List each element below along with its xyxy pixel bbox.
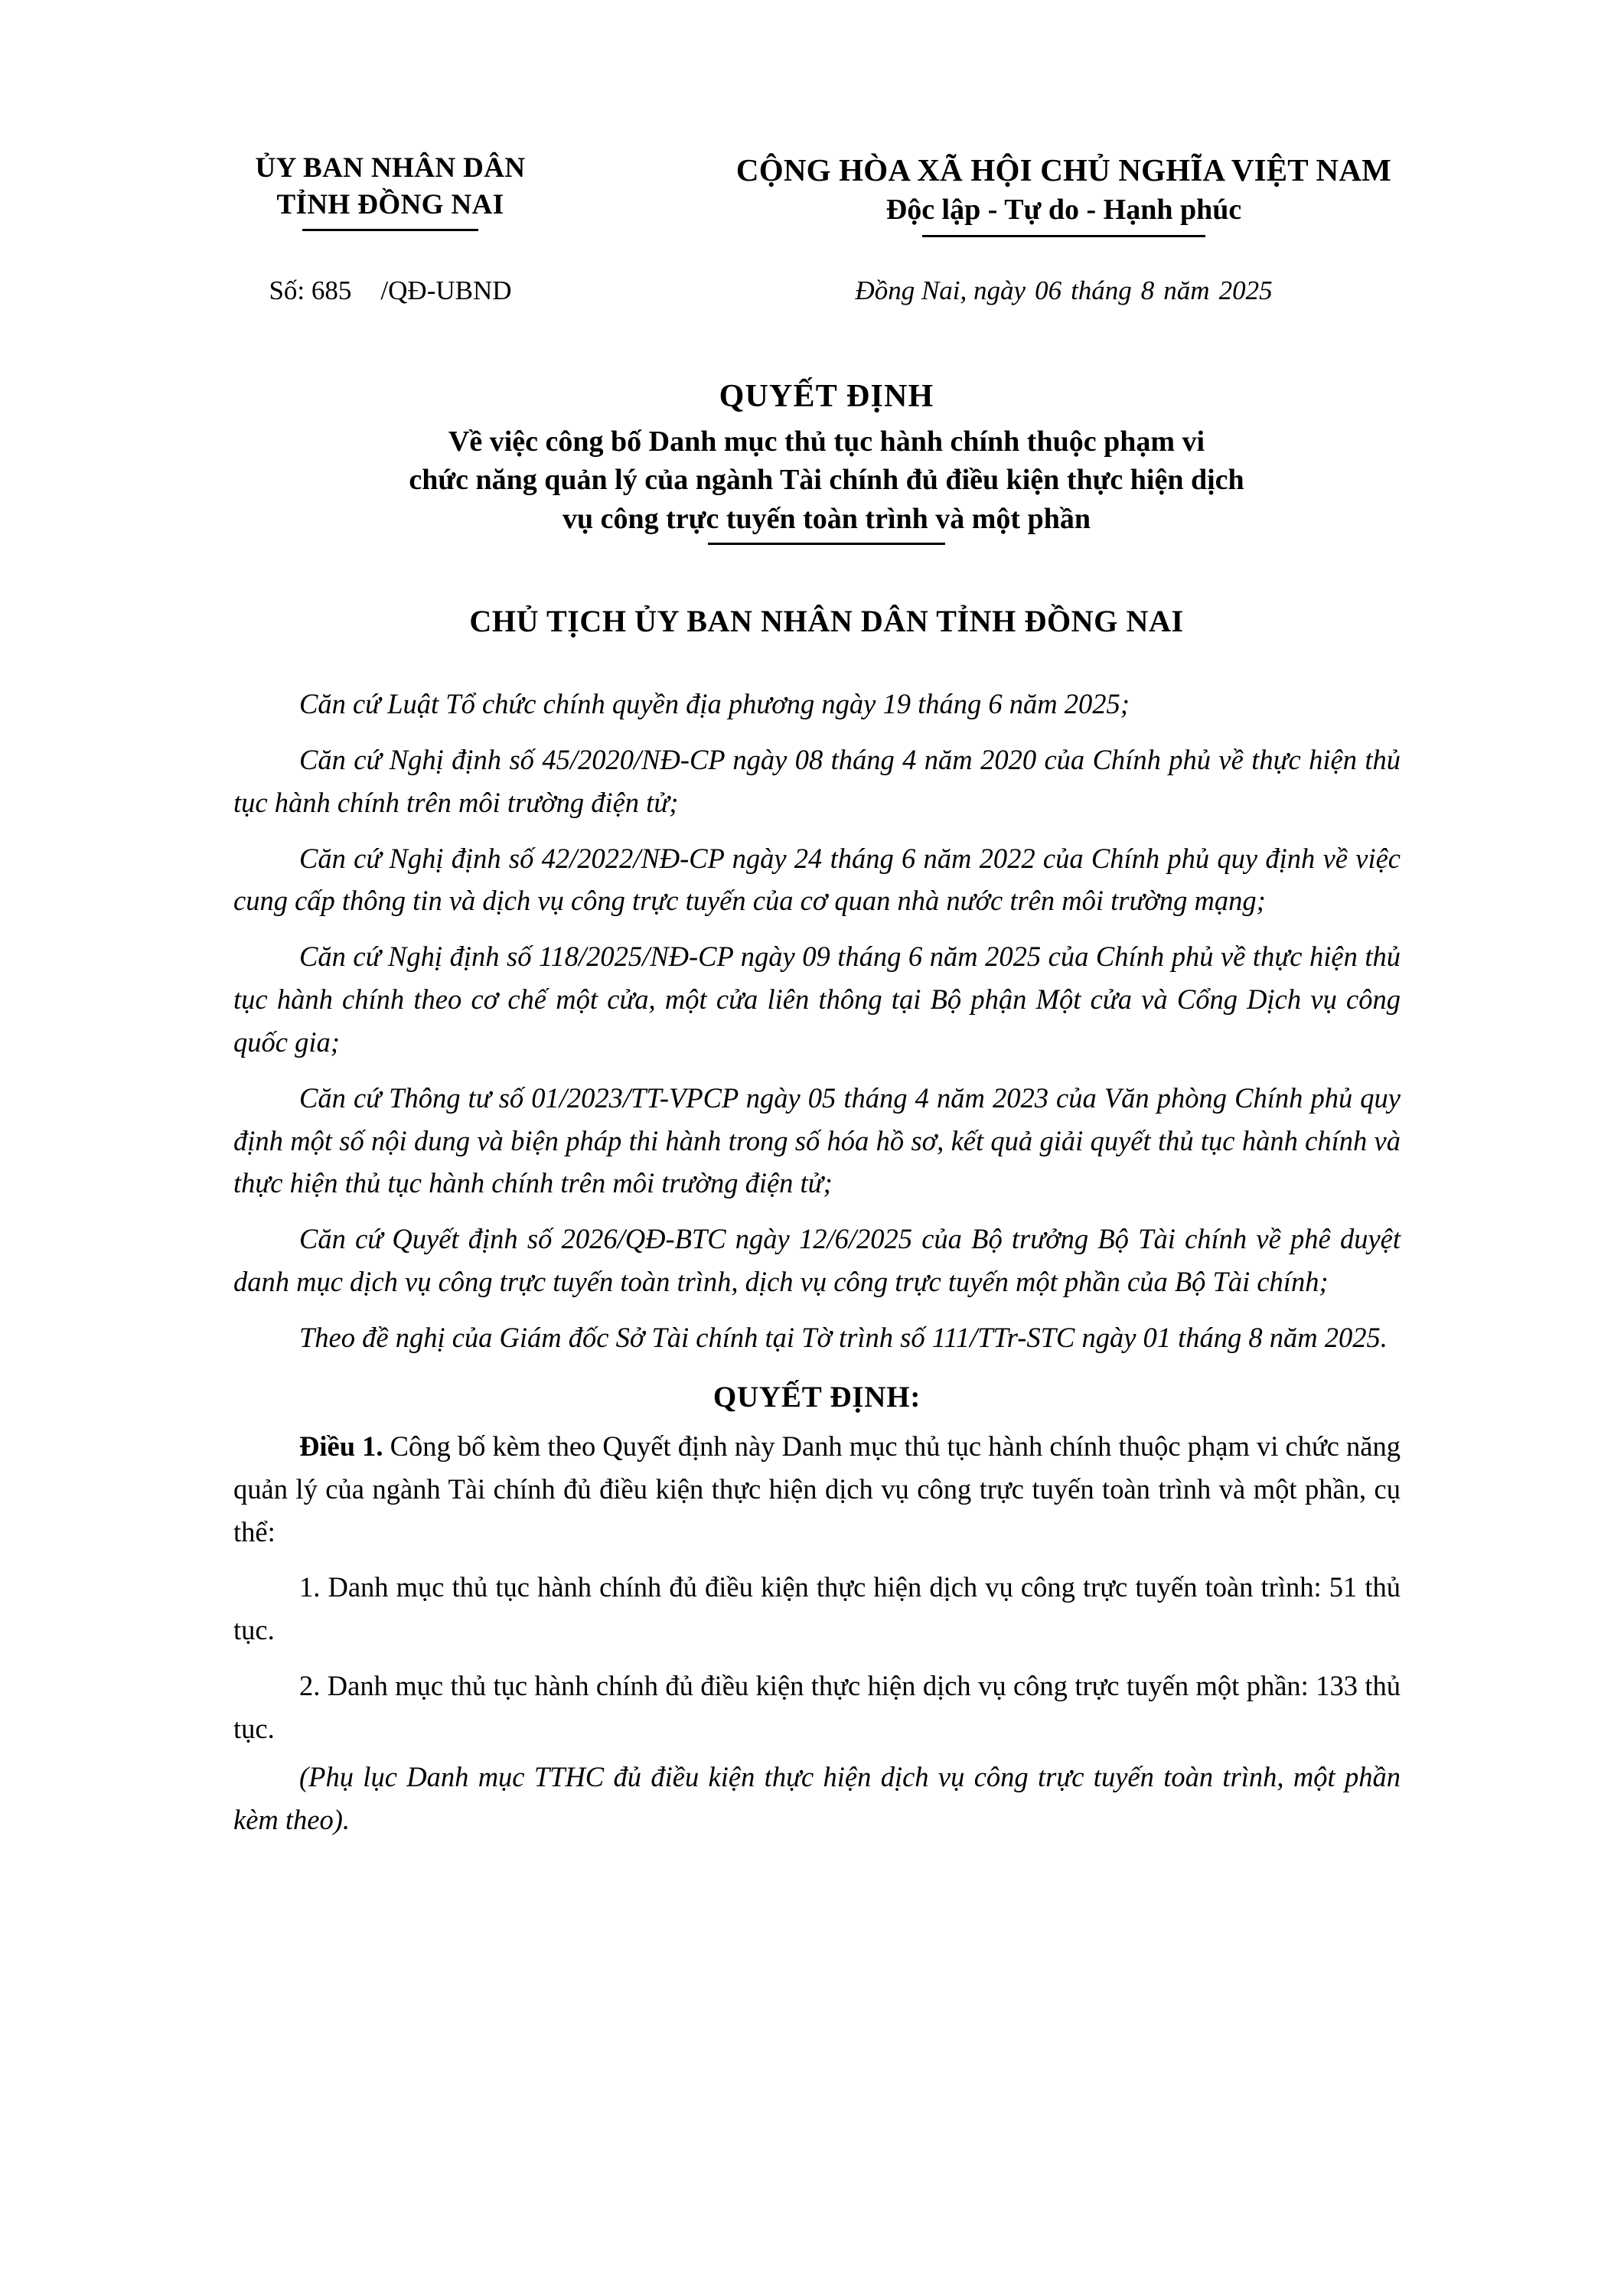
- year-label: năm: [1163, 276, 1210, 305]
- article-1-label: Điều 1.: [299, 1430, 383, 1462]
- issuing-authority-block: [153, 150, 628, 231]
- document-body: [233, 683, 1401, 1841]
- month-label: tháng: [1071, 276, 1132, 305]
- article-1-item-2: 2. Danh mục thủ tục hành chính đủ điều kiện thực hiện dịch vụ công trực tuyến một phần: 133 thủ tục.: [233, 1670, 1401, 1744]
- issue-place: Đồng Nai, ngày: [855, 276, 1026, 305]
- document-subject-line-1: Về việc công bố Danh mục thủ tục hành chính thuộc phạm vi: [448, 425, 1205, 458]
- document-subject-title: [153, 422, 1500, 539]
- national-heading-block: [628, 150, 1500, 237]
- legal-basis-paragraph: Căn cứ Nghị định số 118/2025/NĐ-CP ngày 09 tháng 6 năm 2025 của Chính phủ về thực hiện thủ tục hành chính theo cơ chế một cửa, một cửa liên thông tại Bộ phận Một cửa và Cổng Dịch vụ công quốc gia;: [233, 941, 1401, 1058]
- document-header: [153, 150, 1500, 237]
- title-underline-rule: [708, 543, 945, 545]
- signing-authority-heading: CHỦ TỊCH ỦY BAN NHÂN DÂN TỈNH ĐỒNG NAI: [469, 604, 1184, 638]
- issue-month: 8: [1140, 276, 1155, 305]
- article-1-text: Công bố kèm theo Quyết định này Danh mục thủ tục hành chính thuộc phạm vi chức năng quản lý của ngành Tài chính đủ điều kiện thực hiện dịch vụ công trực tuyến toàn trình và một phần, cụ thể:: [233, 1430, 1401, 1548]
- document-number-suffix: /QĐ-UBND: [380, 276, 512, 305]
- document-subject-line-2: chức năng quản lý của ngành Tài chính đủ điều kiện thực hiện dịch: [409, 464, 1244, 497]
- org-name-line-1: ỦY BAN NHÂN DÂN: [255, 152, 526, 184]
- appendix-note-paragraph: (Phụ lục Danh mục TTHC đủ điều kiện thực hiện dịch vụ công trực tuyến toàn trình, một phần kèm theo).: [233, 1760, 1401, 1835]
- article-1-paragraph: [233, 1425, 1401, 1554]
- issue-year: 2025: [1218, 276, 1273, 305]
- document-title-block: [153, 377, 1500, 545]
- decide-keyword: QUYẾT ĐỊNH:: [713, 1380, 921, 1414]
- place-and-date-block: [628, 276, 1500, 306]
- article-1-item-1: 1. Danh mục thủ tục hành chính đủ điều kiện thực hiện dịch vụ công trực tuyến toàn trình: 51 thủ tục.: [233, 1571, 1401, 1646]
- proposal-paragraph: Theo đề nghị của Giám đốc Sở Tài chính tại Tờ trình số 111/TTr-STC ngày 01 tháng 8 năm 2025.: [299, 1321, 1388, 1353]
- issue-day: 06: [1035, 276, 1062, 305]
- national-motto: Độc lập - Tự do - Hạnh phúc: [885, 194, 1242, 227]
- document-type-title: QUYẾT ĐỊNH: [719, 379, 934, 414]
- document-number-block: [153, 276, 628, 306]
- motto-underline-rule: [922, 235, 1205, 237]
- document-subject-line-3: vụ công trực tuyến toàn trình và một phần: [563, 502, 1091, 535]
- legal-basis-paragraph: Căn cứ Luật Tổ chức chính quyền địa phương ngày 19 tháng 6 năm 2025;: [299, 688, 1130, 719]
- legal-basis-paragraph: Căn cứ Quyết định số 2026/QĐ-BTC ngày 12/6/2025 của Bộ trưởng Bộ Tài chính về phê duyệt danh mục dịch vụ công trực tuyến toàn trình, dịch vụ công trực tuyến một phần của Bộ Tài chính;: [233, 1223, 1401, 1298]
- org-underline-rule: [302, 229, 478, 231]
- legal-basis-paragraph: Căn cứ Nghị định số 45/2020/NĐ-CP ngày 08 tháng 4 năm 2020 của Chính phủ về thực hiện thủ tục hành chính trên môi trường điện tử;: [233, 743, 1401, 818]
- national-title: CỘNG HÒA XÃ HỘI CHỦ NGHĨA VIỆT NAM: [735, 152, 1392, 188]
- org-name-line-2: TỈNH ĐỒNG NAI: [276, 189, 504, 221]
- legal-basis-paragraph: Căn cứ Thông tư số 01/2023/TT-VPCP ngày 05 tháng 4 năm 2023 của Văn phòng Chính phủ quy định một số nội dung và biện pháp thi hành trong số hóa hồ sơ, kết quả giải quyết thủ tục hành chính và thực hiện thủ tục hành chính trên môi trường điện tử;: [233, 1081, 1401, 1199]
- document-meta-row: [153, 276, 1500, 306]
- legal-basis-paragraph: Căn cứ Nghị định số 42/2022/NĐ-CP ngày 24 tháng 6 năm 2022 của Chính phủ quy định về việc cung cấp thông tin và dịch vụ công trực tuyến của cơ quan nhà nước trên môi trường mạng;: [233, 842, 1401, 917]
- document-number: Số: 685: [269, 276, 352, 305]
